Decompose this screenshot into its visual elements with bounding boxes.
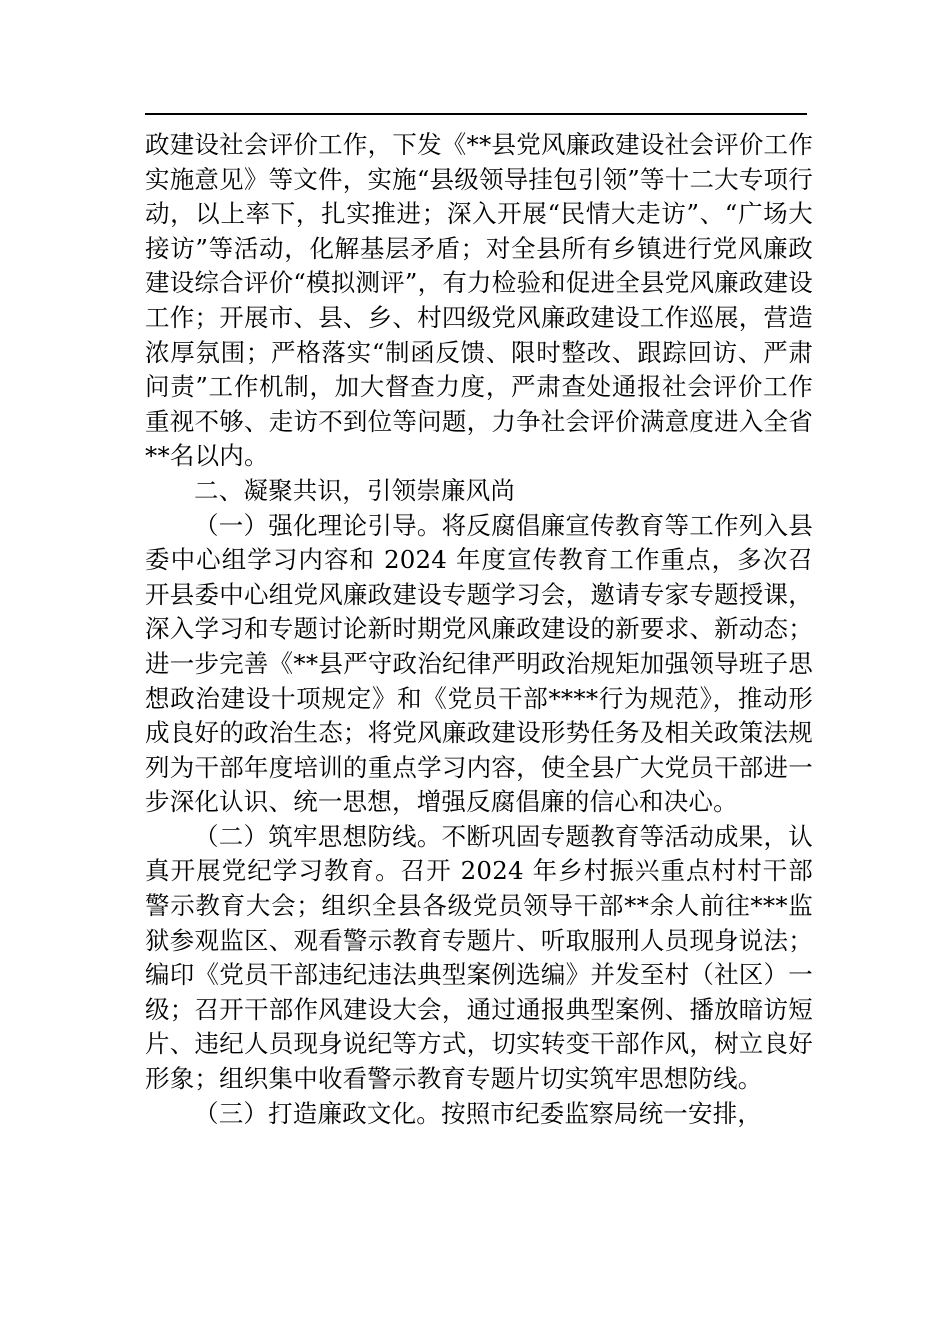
paragraph-theory-guidance: （一）强化理论引导。将反腐倡廉宣传教育等工作列入县委中心组学习内容和 2024 年度宣传教育工作重点，多次召开县委中心组党风廉政建设专题学习会，邀请专家专题授课，深入学习和专题讨论新时期党风廉政建设的新要求、新动态；进一步完善《**县严守政治纪律严明政治规矩加强领导班子思想政治建设十项规定》和《党员干部****行为规范》，推动形成良好的政治生态；将党风廉政建设形势任务及相关政策法规列为干部年度培训的重点学习内容，使全县广大党员干部进一步深化认识、统一思想，增强反腐倡廉的信心和决心。 bbox=[145, 510, 813, 817]
paragraph-integrity-culture: （三）打造廉政文化。按照市纪委监察局统一安排， bbox=[194, 1098, 763, 1128]
header-rule bbox=[145, 113, 807, 115]
section-heading: 二、凝聚共识，引领崇廉风尚 bbox=[194, 475, 516, 505]
document-body bbox=[145, 128, 813, 1131]
paragraph-continuation: 政建设社会评价工作，下发《**县党风廉政建设社会评价工作实施意见》等文件，实施“县级领导挂包引领”等十二大专项行动，以上率下，扎实推进；深入开展“民情大走访”、“广场大接访”等活动，化解基层矛盾；对全县所有乡镇进行党风廉政建设综合评价“模拟测评”，有力检验和促进全县党风廉政建设工作；开展市、县、乡、村四级党风廉政建设工作巡展，营造浓厚氛围；严格落实“制函反馈、限时整改、跟踪回访、严肃问责”工作机制，加大督查力度，严肃查处通报社会评价工作重视不够、走访不到位等问题，力争社会评价满意度进入全省**名以内。 bbox=[145, 130, 813, 471]
paragraph-ideological-defense: （二）筑牢思想防线。不断巩固专题教育等活动成果，认真开展党纪学习教育。召开 2024 年乡村振兴重点村村干部警示教育大会；组织全县各级党员领导干部**余人前往***监狱参观监区、观看警示教育专题片、听取服刑人员现身说法；编印《党员干部违纪违法典型案例选编》并发至村（社区）一级；召开干部作风建设大会，通过通报典型案例、播放暗访短片、违纪人员现身说纪等方式，切实转变干部作风，树立良好形象；组织集中收看警示教育专题片切实筑牢思想防线。 bbox=[145, 821, 813, 1094]
